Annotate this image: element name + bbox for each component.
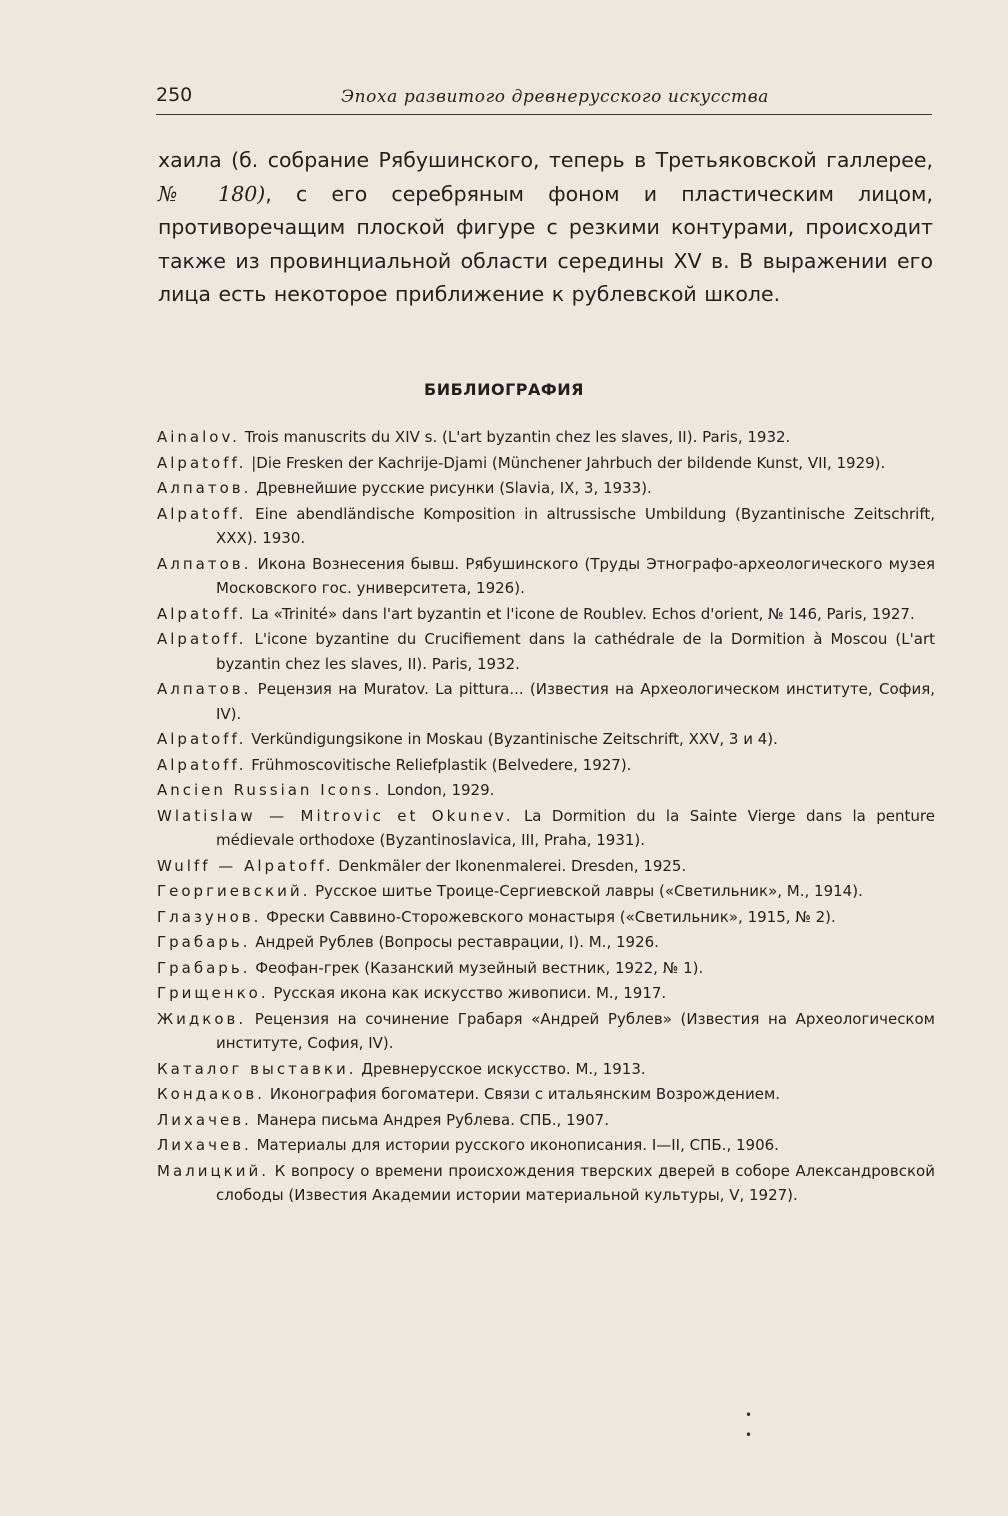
entry-text: La «Trinité» dans l'art byzantin et l'icone de Roublev. Echos d'orient, № 146, Paris, 1927.: [251, 604, 915, 623]
bibliography-entry: [157, 476, 935, 501]
entry-text: L'icone byzantine du Crucifiement dans la cathédrale de la Dormition à Moscou (L'art byzantin chez les slaves, II). Paris, 1932.: [216, 630, 935, 673]
bibliography-entry: [157, 879, 935, 904]
bibliography-entry: [157, 854, 935, 879]
entry-text: Русская икона как искусство живописи. М., 1917.: [273, 984, 667, 1002]
entry-text: Рецензия на Muratov. La pittura... (Известия на Археологическом институте, София, IV).: [216, 680, 935, 723]
bibliography-entry: [157, 981, 935, 1006]
entry-author: Кондаков.: [157, 1085, 266, 1103]
body-text-part-3: , с его серебряным фоном и пластическим лицом, противоречащим плоской фигуре с резкими контурами, происходит также из провинциальной области середины XV в. В выражении его лица есть некоторое приближение к рублевской школе.: [158, 181, 933, 306]
entry-author: Alpatoff.: [157, 755, 247, 774]
entry-author: Алпатов.: [157, 554, 252, 573]
bibliography-entry: [157, 1007, 935, 1056]
entry-author: Глазунов.: [157, 907, 262, 926]
entry-text: Андрей Рублев (Вопросы реставрации, I). М., 1926.: [255, 933, 659, 951]
bibliography-entry: [157, 602, 935, 627]
print-speck: •: [745, 1428, 753, 1442]
entry-author: Alpatoff.: [157, 504, 247, 523]
bibliography-entry: [157, 1082, 935, 1107]
entry-author: Ainalov.: [157, 428, 240, 446]
entry-author: Лихачев.: [157, 1110, 252, 1129]
entry-text: Феофан-грек (Казанский музейный вестник, 1922, № 1).: [255, 958, 704, 977]
bibliography-entry: [157, 1057, 935, 1082]
entry-author: Грабарь.: [157, 933, 251, 951]
entry-text: Иконография богоматери. Связи с итальянским Возрождением.: [269, 1085, 781, 1103]
bibliography-entry: [157, 930, 935, 955]
entry-text: Рецензия на сочинение Грабаря «Андрей Рублев» (Известия на Археологическом институте, София, IV).: [216, 1009, 935, 1052]
bibliography-entry: [157, 1133, 935, 1158]
bibliography-entry: [157, 451, 935, 476]
entry-text: Trois manuscrits du XIV s. (L'art byzantin chez les slaves, II). Paris, 1932.: [244, 428, 791, 446]
entry-author: Алпатов.: [157, 680, 252, 698]
entry-text: Древнерусское искусство. М., 1913.: [361, 1059, 646, 1078]
entry-text: Eine abendländische Komposition in altrussische Umbildung (Byzantinische Zeitschrift, XXX). 1930.: [216, 504, 935, 547]
bibliography-entry: [157, 552, 935, 601]
bibliography-heading: БИБЛИОГРАФИЯ: [424, 380, 584, 399]
entry-author: Wulff — Alpatoff.: [157, 856, 334, 875]
bibliography-entry: [157, 1108, 935, 1133]
bibliography-entry: [157, 804, 935, 853]
entry-author: Ancien Russian Icons.: [157, 781, 383, 799]
entry-author: Каталог выставки.: [157, 1059, 357, 1078]
bibliography-entry: [157, 905, 935, 930]
bibliography-entry: [157, 1159, 935, 1208]
entry-author: Alpatoff.: [157, 453, 247, 472]
body-paragraph: [158, 144, 933, 312]
entry-text: Манера письма Андрея Рублева. СПБ., 1907.: [256, 1110, 609, 1129]
entry-text: Икона Вознесения бывш. Рябушинского (Труды Этнографо-археологического музея Московского гос. университета, 1926).: [216, 554, 935, 597]
entry-author: Малицкий.: [157, 1161, 270, 1180]
entry-author: Грабарь.: [157, 958, 251, 977]
catalog-number: № 180): [158, 181, 266, 206]
body-text-part-1: хаила (б. собрание Рябушинского, теперь в Третьяковской галлерее,: [158, 148, 933, 172]
entry-text: Denkmäler der Ikonenmalerei. Dresden, 1925.: [338, 856, 687, 875]
bibliography-entry: [157, 753, 935, 778]
entry-author: Лихачев.: [157, 1136, 252, 1154]
entry-author: Грищенко.: [157, 984, 269, 1002]
entry-author: Георгиевский.: [157, 882, 311, 900]
entry-text: Frühmoscovitische Reliefplastik (Belvedere, 1927).: [251, 755, 632, 774]
page-header: [156, 82, 932, 115]
bibliography-entry: [157, 627, 935, 676]
entry-author: Wlatislaw — Mitrovic et Okunev.: [157, 806, 514, 825]
bibliography-entry: [157, 502, 935, 551]
entry-author: Alpatoff.: [157, 730, 247, 748]
entry-author: Жидков.: [157, 1009, 247, 1028]
entry-text: Русское шитье Троице-Сергиевской лавры («Светильник», М., 1914).: [315, 882, 863, 900]
bibliography-entry: [157, 727, 935, 752]
entry-author: Alpatoff.: [157, 630, 247, 648]
entry-text: Фрески Саввино-Сторожевского монастыря («Светильник», 1915, № 2).: [266, 907, 836, 926]
entry-text: |Die Fresken der Kachrije-Djami (Münchener Jahrbuch der bildende Kunst, VII, 1929).: [251, 453, 886, 472]
entry-author: Алпатов.: [157, 479, 252, 497]
print-speck: •: [745, 1408, 753, 1422]
bibliography-entry: [157, 778, 935, 803]
entry-author: Alpatoff.: [157, 604, 247, 623]
entry-text: Verkündigungsikone in Moskau (Byzantinische Zeitschrift, XXV, 3 и 4).: [251, 730, 778, 748]
entry-text: La Dormition du la Sainte Vierge dans la penture médievale orthodoxe (Byzantinoslavica, III, Praha, 1931).: [216, 806, 935, 849]
entry-text: К вопросу о времени происхождения тверских дверей в соборе Александровской слободы (Известия Академии истории материальной культуры, V, 1927).: [216, 1161, 935, 1204]
entry-text: Материалы для истории русского иконописания. I—II, СПБ., 1906.: [256, 1136, 779, 1154]
bibliography-entry: [157, 956, 935, 981]
bibliography-list: [157, 425, 935, 1209]
entry-text: London, 1929.: [386, 781, 495, 799]
page-number: 250: [156, 84, 193, 106]
bibliography-entry: [157, 677, 935, 726]
running-title: Эпоха развитого древнерусского искусства: [341, 87, 769, 107]
bibliography-entry: [157, 425, 935, 450]
entry-text: Древнейшие русские рисунки (Slavia, IX, 3, 1933).: [256, 479, 652, 497]
